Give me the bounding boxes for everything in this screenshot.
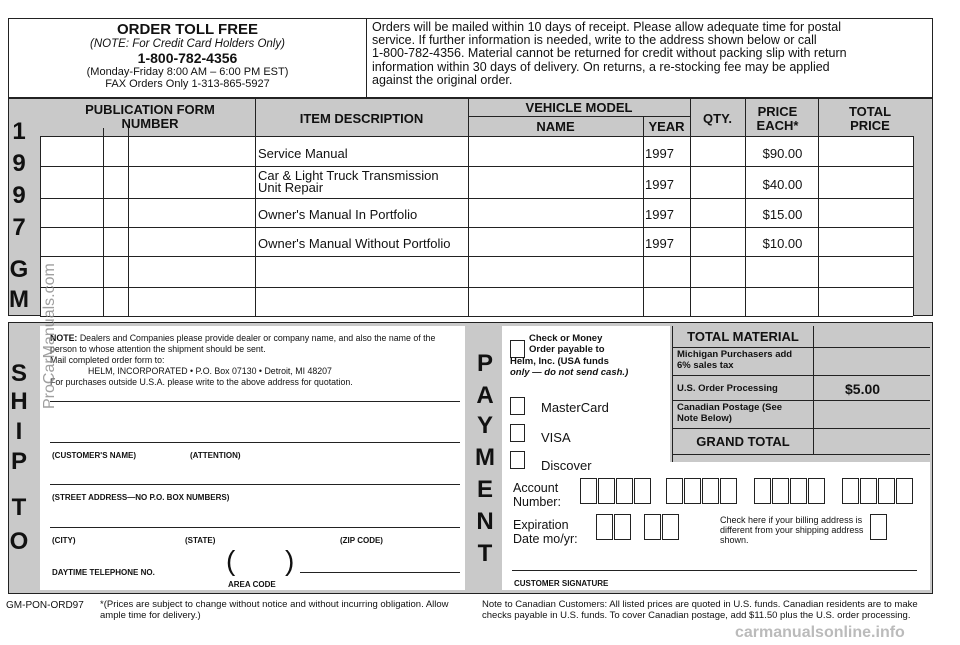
info-line: Orders will be mailed within 10 days of receipt. Please allow adequate time for postal [372, 20, 841, 34]
street-label: (STREET ADDRESS—NO P.O. BOX NUMBERS) [52, 493, 230, 502]
year-letter: 7 [12, 214, 26, 241]
signature-line [512, 570, 917, 571]
totals-left-edge [672, 326, 673, 462]
year-letter: M [9, 286, 29, 313]
account-label: Account Number: [513, 481, 561, 509]
phone-label: DAYTIME TELEPHONE NO. [52, 568, 155, 577]
row-year: 1997 [645, 146, 674, 161]
vehicle-model-underline [468, 116, 690, 117]
ship-letter: T [11, 494, 27, 521]
exp-digit[interactable] [644, 514, 661, 540]
account-digit[interactable] [754, 478, 771, 504]
col-price-each: PRICE EACH* [756, 104, 799, 133]
table-row: Car & Light Truck Transmission Unit Repair [258, 168, 439, 195]
row-line [40, 166, 913, 167]
us-processing-label: U.S. Order Processing [677, 383, 778, 394]
info-line: against the original order. [372, 72, 513, 87]
col-item: ITEM DESCRIPTION [299, 111, 424, 126]
toll-title: ORDER TOLL FREE [116, 21, 259, 38]
exp-digit[interactable] [662, 514, 679, 540]
area-code-label: AREA CODE [228, 580, 276, 589]
row-line [40, 198, 913, 199]
toll-note: (NOTE: For Credit Card Holders Only) [90, 38, 285, 50]
table-row: Owner's Manual Without Portfolio [258, 236, 451, 251]
order-info [372, 21, 932, 87]
signature-label: CUSTOMER SIGNATURE [514, 579, 609, 588]
check-line: Check or Money [529, 333, 603, 344]
totals-bottom [672, 454, 930, 455]
state-label: (STATE) [185, 536, 216, 545]
col-line [128, 128, 129, 316]
account-digit[interactable] [598, 478, 615, 504]
year-letter: 9 [12, 150, 26, 177]
prices-note: *(Prices are subject to change without notice and without incurring obligation. Allow ample time for delivery.) [100, 599, 449, 621]
pay-letter: N [476, 508, 494, 535]
col-line [913, 136, 914, 316]
col-vehicle-model: VEHICLE MODEL [525, 100, 633, 115]
ship-letter: I [15, 418, 23, 445]
phone-line [300, 572, 460, 573]
account-digit[interactable] [878, 478, 895, 504]
check-option-note [510, 356, 628, 378]
pay-letter: E [476, 476, 493, 503]
row-price: $90.00 [762, 146, 803, 161]
info-line: 1-800-782-4356. Material cannot be returned for credit without packing slip with return [372, 46, 847, 61]
col-line [818, 98, 819, 316]
check-line: only — do not send cash.) [510, 367, 629, 378]
col-line [745, 98, 746, 316]
exp-digit[interactable] [614, 514, 631, 540]
visa-checkbox[interactable] [510, 424, 525, 442]
visa-label: VISA [541, 430, 571, 445]
account-digit[interactable] [616, 478, 633, 504]
canada-note: Note to Canadian Customers: All listed prices are quoted in U.S. funds. Canadian residents are to make checks payable in U.S. funds. To cover Canadian postage, add $11.50 plus the U.S. order processing. [482, 599, 918, 621]
table-total-col [818, 136, 913, 316]
us-processing-amount: $5.00 [845, 381, 881, 397]
area-code-close: ) [285, 545, 295, 576]
toll-free-block [10, 22, 365, 90]
col-line [468, 98, 469, 316]
row-line [40, 287, 913, 288]
account-digit[interactable] [896, 478, 913, 504]
area-code-open: ( [226, 545, 236, 576]
ship-note [50, 333, 462, 388]
row-price: $10.00 [762, 236, 803, 251]
row-line [40, 256, 913, 257]
mastercard-label: MasterCard [541, 400, 609, 415]
pay-letter: M [475, 444, 495, 471]
totals-line [673, 375, 930, 376]
header-bottom-line [40, 136, 913, 137]
col-pub-form: PUBLICATION FORM NUMBER [85, 102, 215, 131]
col-year: YEAR [648, 119, 685, 134]
totals-line [673, 347, 930, 348]
info-line: service. If further information is needed, write to the address shown below or call [372, 33, 817, 48]
col-line [103, 128, 104, 316]
michigan-tax-label: Michigan Purchasers add 6% sales tax [677, 349, 793, 371]
account-digit[interactable] [860, 478, 877, 504]
note-text: Dealers and Companies please provide dealer or company name, and also the name of the person to whose attention the shipment should be sent. [50, 333, 436, 354]
account-digit[interactable] [720, 478, 737, 504]
pay-letter: A [476, 382, 494, 409]
col-line [643, 116, 644, 316]
ship-letter: O [9, 528, 29, 555]
year-letter: 1 [12, 118, 26, 145]
mastercard-checkbox[interactable] [510, 397, 525, 415]
account-digit[interactable] [634, 478, 651, 504]
table-row: Service Manual [258, 146, 348, 161]
street-line [50, 484, 460, 485]
name-line [50, 442, 460, 443]
form-id: GM-PON-ORD97 [6, 600, 84, 611]
check-line: Helm, Inc. (USA funds [510, 356, 609, 367]
side-watermark: ProCarManuals.com [41, 263, 58, 409]
row-price: $15.00 [762, 207, 803, 222]
billing-different-checkbox[interactable] [870, 514, 887, 540]
info-line: information within 30 days of delivery. On returns, a re-stocking fee may be applied [372, 59, 830, 74]
pay-letter: Y [476, 412, 493, 439]
account-digit[interactable] [808, 478, 825, 504]
ship-address: HELM, INCORPORATED • P.O. Box 07130 • Detroit, MI 48207 [88, 366, 332, 376]
pay-letter: T [477, 540, 493, 567]
row-price: $40.00 [762, 177, 803, 192]
expiration-label: Expiration Date mo/yr: [513, 518, 578, 546]
city-line [50, 527, 460, 528]
row-year: 1997 [645, 207, 674, 222]
fax-line: FAX Orders Only 1-313-865-5927 [105, 78, 270, 90]
ship-letter: P [10, 448, 27, 475]
zip-label: (ZIP CODE) [340, 536, 383, 545]
year-letter: G [9, 256, 29, 283]
account-digit[interactable] [790, 478, 807, 504]
discover-checkbox[interactable] [510, 451, 525, 469]
header-divider [366, 18, 367, 98]
col-line [255, 98, 256, 316]
account-digit[interactable] [684, 478, 701, 504]
year-letter: 9 [12, 182, 26, 209]
table-row: Owner's Manual In Portfolio [258, 207, 418, 222]
col-line [690, 98, 691, 316]
city-label: (CITY) [52, 536, 76, 545]
ship-letter: S [10, 360, 27, 387]
mail-to: Mail completed order form to: [50, 355, 165, 365]
toll-hours: (Monday-Friday 8:00 AM – 6:00 PM EST) [86, 66, 289, 78]
discover-label: Discover [541, 458, 592, 473]
exp-digit[interactable] [596, 514, 613, 540]
table-body [40, 136, 818, 316]
account-digit[interactable] [580, 478, 597, 504]
check-line: Order payable to [529, 344, 605, 355]
col-total-price: TOTAL PRICE [848, 104, 892, 133]
account-digit[interactable] [666, 478, 683, 504]
customer-name-label: (CUSTOMER'S NAME) [52, 451, 136, 460]
row-year: 1997 [645, 236, 674, 251]
check-option-label [529, 333, 605, 355]
billing-note: Check here if your billing address is different from your shipping address shown. [720, 515, 864, 545]
col-qty: QTY. [703, 111, 732, 126]
row-year: 1997 [645, 177, 674, 192]
row-line [40, 227, 913, 228]
col-name: NAME [536, 119, 575, 134]
account-digit[interactable] [842, 478, 859, 504]
attention-label: (ATTENTION) [190, 451, 241, 460]
canadian-postage-label: Canadian Postage (See Note Below) [677, 402, 783, 424]
totals-divider [813, 326, 814, 454]
grand-total-label: GRAND TOTAL [696, 434, 790, 449]
ship-line [50, 401, 460, 402]
pay-letter: P [476, 350, 493, 377]
row-line [40, 316, 913, 317]
bottom-watermark: carmanualsonline.info [735, 624, 905, 641]
note-label: NOTE: [50, 333, 78, 343]
totals-line [673, 400, 930, 401]
total-material-label: TOTAL MATERIAL [687, 329, 799, 344]
outside-usa: For purchases outside U.S.A. please write to the above address for quotation. [50, 377, 353, 387]
ship-letter: H [10, 388, 28, 415]
account-digit[interactable] [772, 478, 789, 504]
toll-phone: 1-800-782-4356 [137, 50, 238, 66]
account-digit[interactable] [702, 478, 719, 504]
totals-line [673, 428, 930, 429]
